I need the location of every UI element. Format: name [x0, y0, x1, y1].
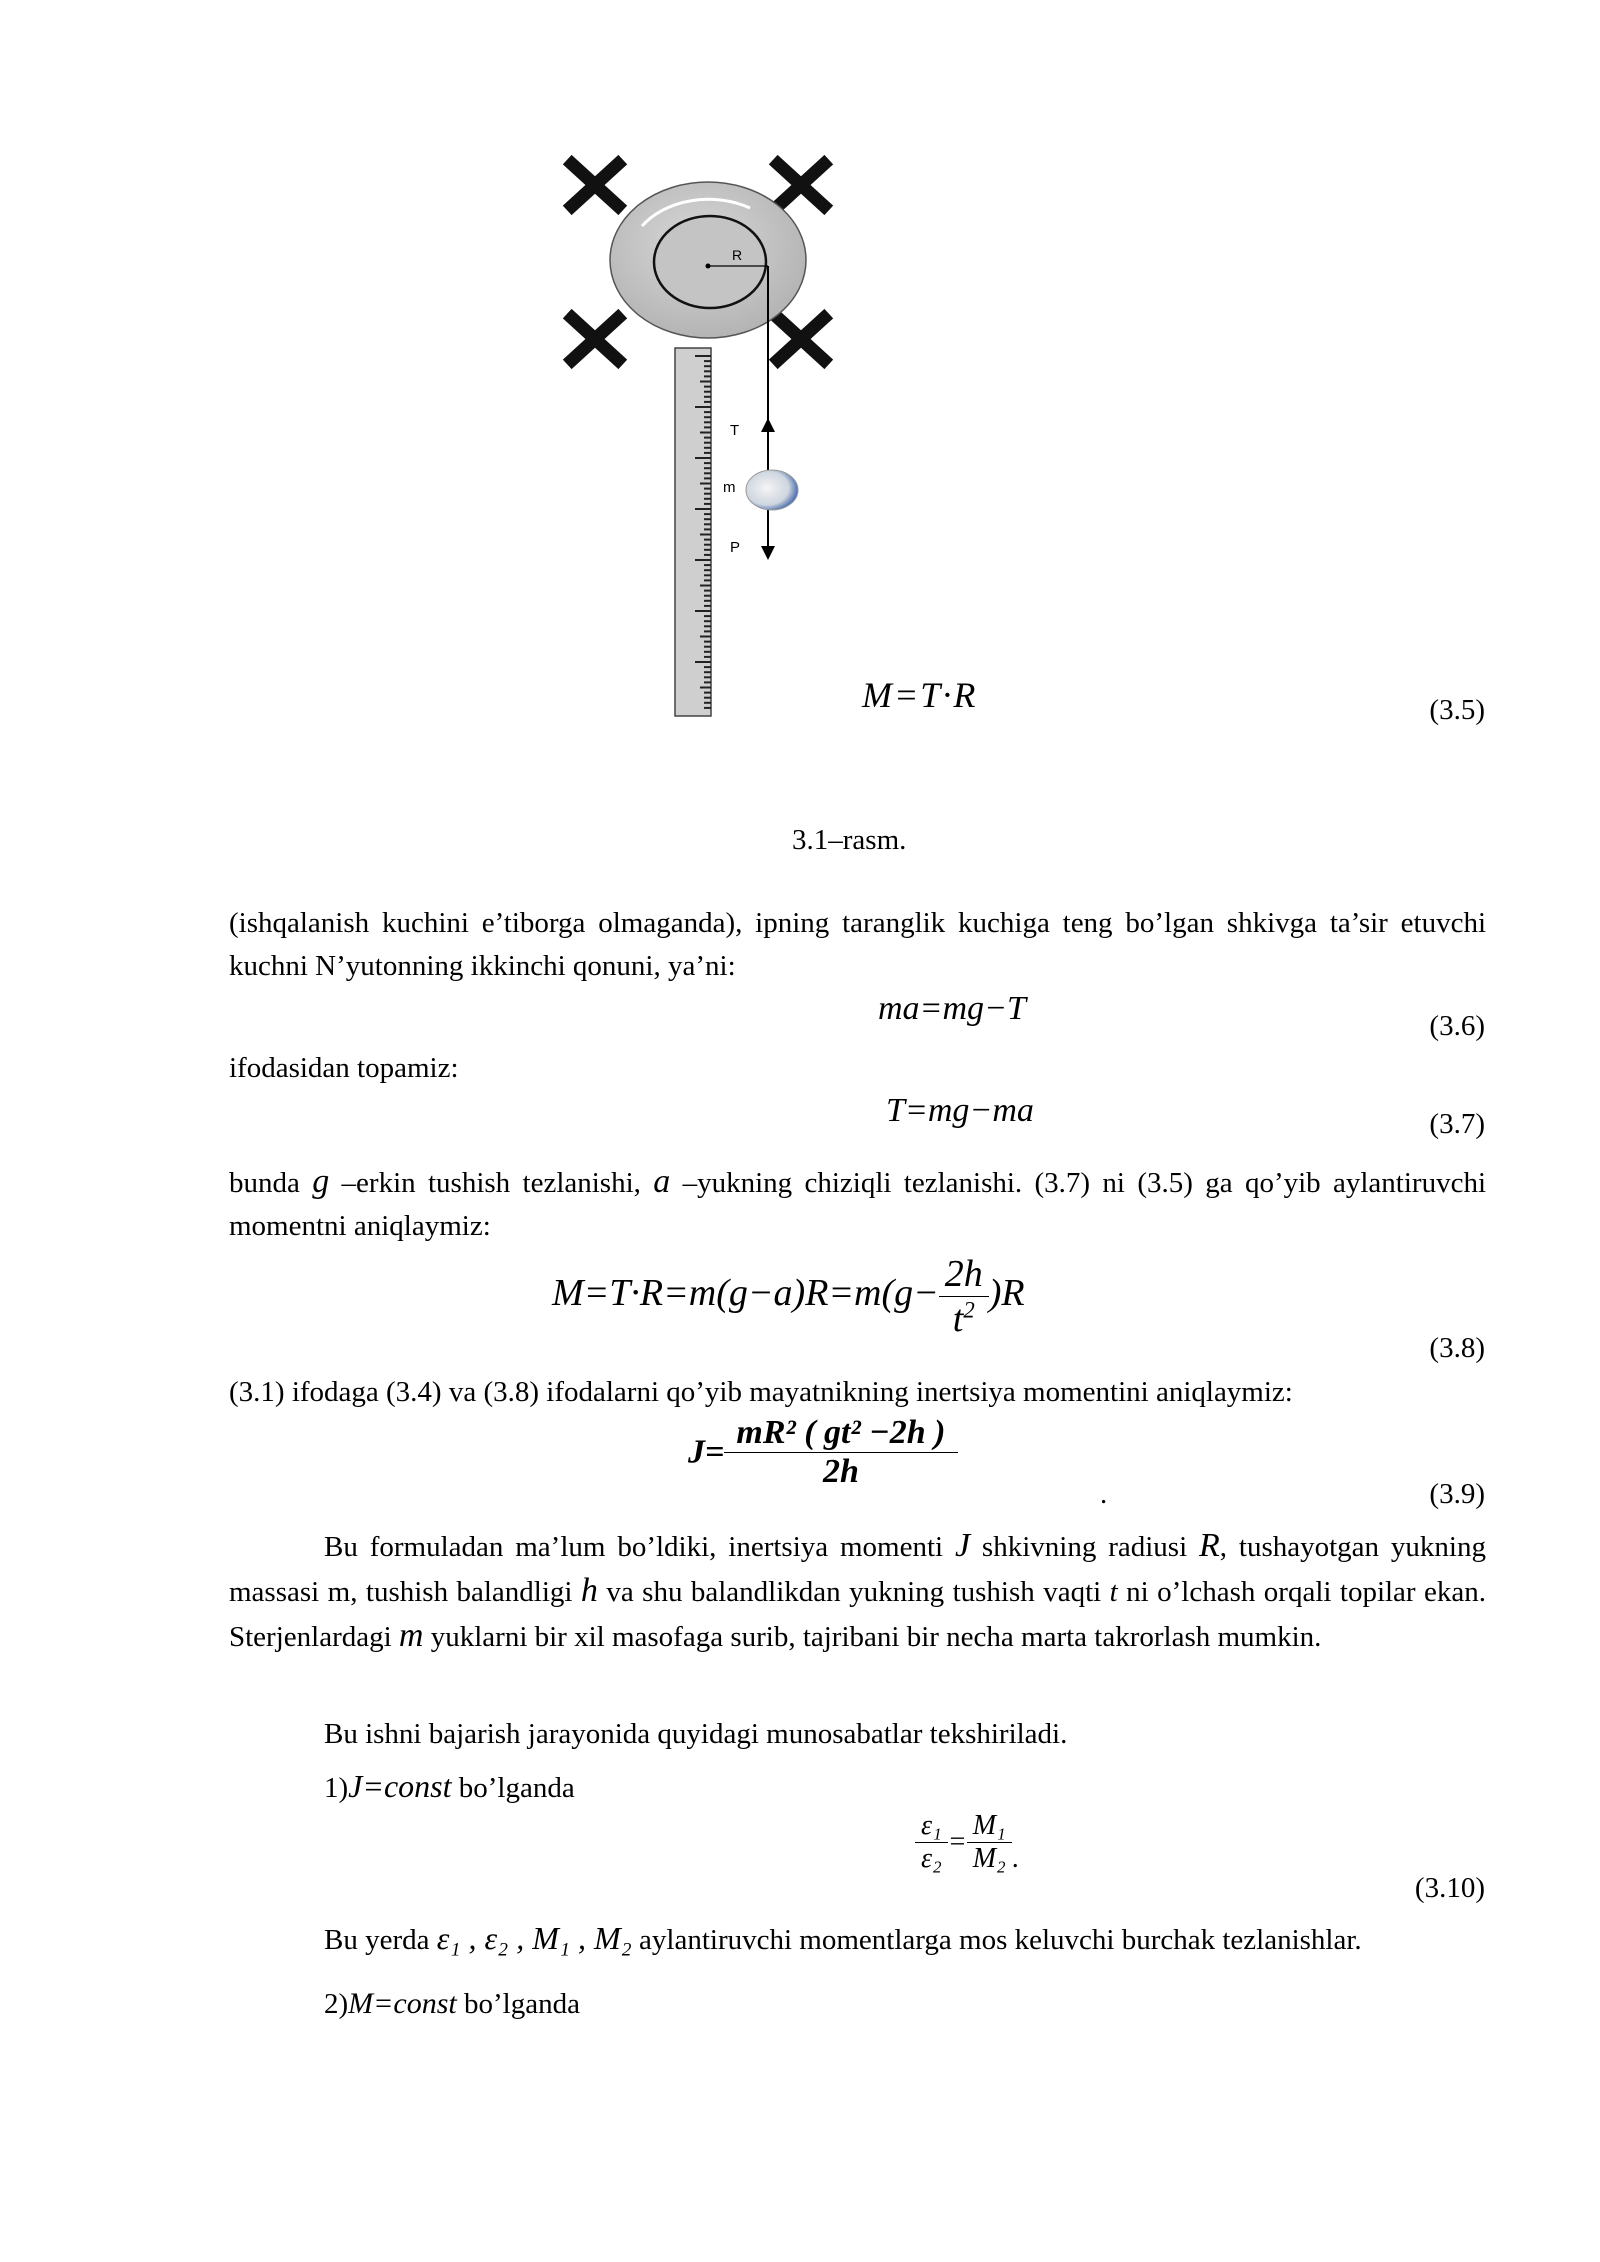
paragraph-formuladan: Bu formuladan ma’lum bo’ldiki, inertsiya momenti J shkivning radiusi R, tushayotgan yukning massasi m, tushish balandligi h va shu balandlikdan yukning tushish vaqti t ni o’lchash orqali topilar ekan. Sterjenlardagi m yuklarni bir xil masofaga surib, tajribani bir necha marta takrorlash mumkin.: [229, 1527, 1487, 1654]
cross-bottom-right: [778, 318, 824, 360]
load-mass: [746, 470, 798, 510]
equation-3-8: M=T·R=m(g−a)R=m(g− $\frac{2h}{t^2}$ )R: [552, 1253, 1025, 1340]
mass-label: m: [723, 479, 736, 496]
weight-label: P: [730, 539, 741, 556]
ruler: [675, 348, 711, 716]
equation-3-5: M=T·R: [862, 675, 978, 715]
condition-2: 2)M=const bo’lganda: [324, 1987, 580, 2020]
equation-3-7: T=mg−ma: [886, 1092, 1034, 1129]
paragraph-munosabatlar: Bu ishni bajarish jarayonida quyidagi munosabatlar tekshiriladi.: [324, 1718, 1068, 1750]
cross-top-left: [572, 164, 618, 206]
paragraph-inertsiya: (3.1) ifodaga (3.4) va (3.8) ifodalarni qo’yib mayatnikning inertsiya momentini aniqlaymiz:: [229, 1376, 1293, 1408]
equation-3-9: J= $\frac{\text{mR² ( gt² −2h )}}{2h}$: [688, 1414, 958, 1491]
cross-bottom-left: [572, 318, 618, 360]
equation-3-6: ma=mg−T: [878, 990, 1026, 1027]
equation-number-3-5: (3.5): [1429, 694, 1485, 726]
radius-label: R: [732, 247, 743, 263]
cross-top-right: [778, 164, 824, 206]
pendulum-figure: [560, 150, 860, 720]
weight-arrow: [761, 546, 775, 560]
equation-number-3-6: (3.6): [1429, 1010, 1485, 1042]
equation-number-3-10: (3.10): [1414, 1872, 1485, 1904]
paragraph-intro: (ishqalanish kuchini e’tiborga olmaganda), ipning taranglik kuchiga teng bo’lgan shkivga ta’sir etuvchi kuchni N’yutonning ikkinchi qonuni, ya’ni:: [229, 907, 1486, 982]
condition-1: 1)J=const bo’lganda: [324, 1768, 575, 1804]
pulley-disk: [610, 182, 806, 338]
equation-number-3-7: (3.7): [1429, 1108, 1485, 1140]
equation-number-3-8: (3.8): [1429, 1332, 1485, 1364]
figure-caption: 3.1–rasm.: [792, 824, 907, 856]
tension-label: T: [730, 422, 740, 439]
equation-3-10: $\frac{\text{ε₁}}{\text{ε₂}}$ = $\frac{\text{M₁}}{\text{M₂}}$ .: [915, 1810, 1019, 1875]
paragraph-bunda: bunda g –erkin tushish tezlanishi, a –yukning chiziqli tezlanishi. (3.7) ni (3.5) ga qo’yib aylantiruvchi momentni aniqlaymiz:: [229, 1163, 1487, 1242]
equation-number-3-9: (3.9): [1429, 1478, 1485, 1510]
paragraph-bu-yerda: Bu yerda ε₁ , ε₂ , M₁ , M₂ aylantiruvchi momentlarga mos keluvchi burchak tezlanishlar.: [324, 1920, 1362, 1956]
paragraph-topamiz: ifodasidan topamiz:: [229, 1052, 459, 1084]
equation-3-9-dot: .: [1100, 1478, 1108, 1510]
tension-arrow: [761, 418, 775, 432]
